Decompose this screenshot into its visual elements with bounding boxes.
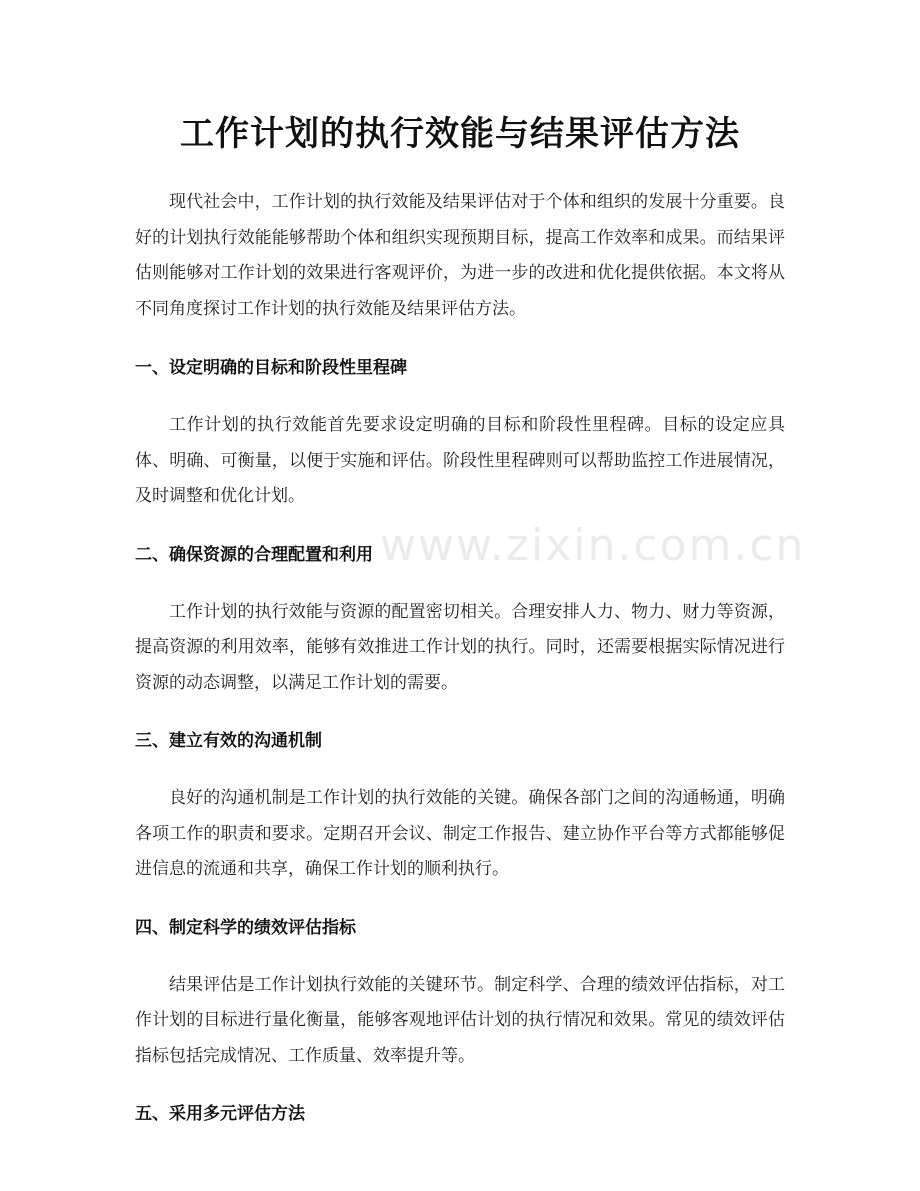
section-heading-2: 二、确保资源的合理配置和利用 <box>135 544 373 565</box>
section-paragraph-2: 工作计划的执行效能与资源的配置密切相关。合理安排人力、物力、财力等资源，提高资源的利用效率，能够有效推进工作计划的执行。同时，还需要根据实际情况进行资源的动态调整，以满足工作计划的需要。 <box>135 601 785 693</box>
section-paragraph-1: 工作计划的执行效能首先要求设定明确的目标和阶段性里程碑。目标的设定应具体、明确、可衡量，以便于实施和评估。阶段性里程碑则可以帮助监控工作进展情况，及时调整和优化计划。 <box>135 415 785 506</box>
intro-paragraph: 现代社会中，工作计划的执行效能及结果评估对于个体和组织的发展十分重要。良好的计划执行效能能够帮助个体和组织实现预期目标，提高工作效率和成果。而结果评估则能够对工作计划的效果进行客观评价，为进一步的改进和优化提供依据。本文将从不同角度探讨工作计划的执行效能及结果评估方法。 <box>135 192 785 319</box>
watermark-text: www.zixin.com.cn <box>380 520 806 571</box>
section-heading-3: 三、建立有效的沟通机制 <box>135 731 322 751</box>
document-content <box>135 112 785 1126</box>
section-heading-5: 五、采用多元评估方法 <box>135 1104 305 1124</box>
section-paragraph-4: 结果评估是工作计划执行效能的关键环节。制定科学、合理的绩效评估指标，对工作计划的目标进行量化衡量，能够客观地评估计划的执行情况和效果。常见的绩效评估指标包括完成情况、工作质量、效率提升等。 <box>135 974 785 1066</box>
section-paragraph-3: 良好的沟通机制是工作计划的执行效能的关键。确保各部门之间的沟通畅通，明确各项工作的职责和要求。定期召开会议、制定工作报告、建立协作平台等方式都能够促进信息的流通和共享，确保工作计划的顺利执行。 <box>135 788 785 879</box>
document-title: 工作计划的执行效能与结果评估方法 <box>180 114 740 154</box>
section-heading-1: 一、设定明确的目标和阶段性里程碑 <box>135 358 407 378</box>
section-heading-4: 四、制定科学的绩效评估指标 <box>135 917 356 938</box>
